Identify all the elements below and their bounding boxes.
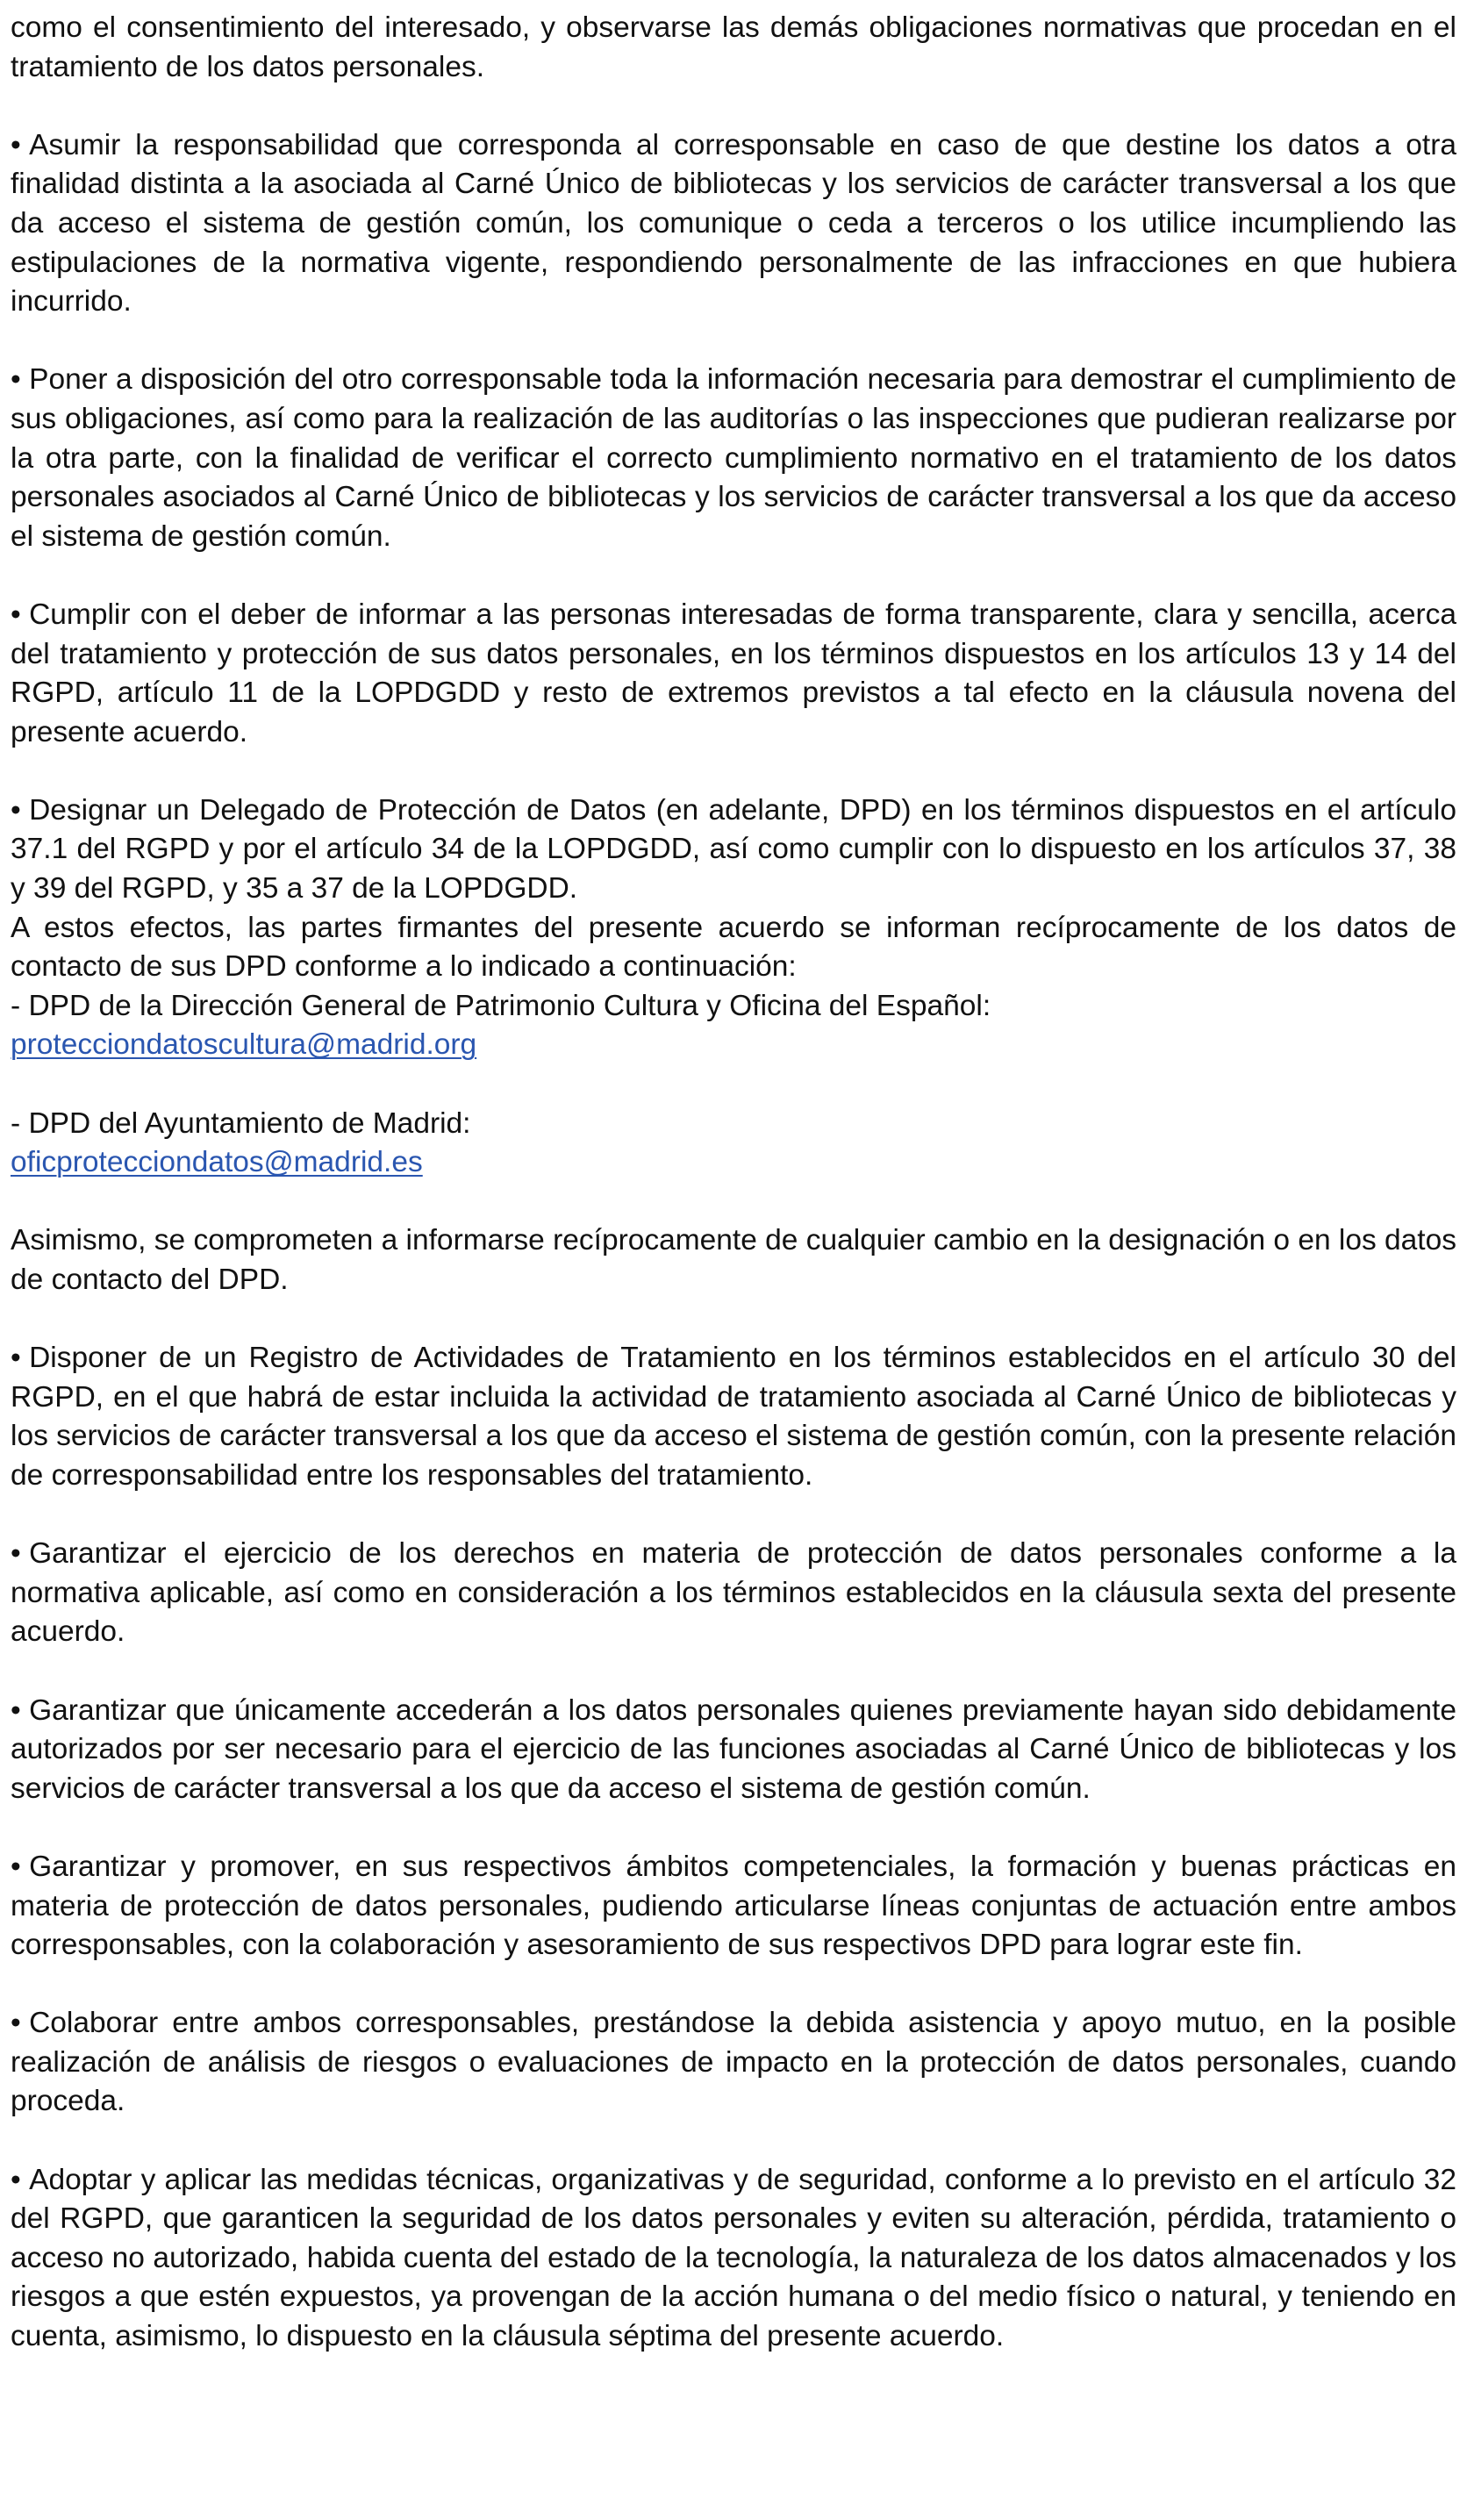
obligation-bullet-5 — [11, 1339, 1456, 1495]
bullet-icon: • — [11, 2007, 21, 2040]
bullet-icon: • — [11, 1342, 21, 1375]
bullet-icon: • — [11, 1850, 21, 1883]
dpd-cultura-label: - DPD de la Dirección General de Patrimonio Cultura y Oficina del Español: — [11, 989, 991, 1022]
bullet-icon: • — [11, 363, 21, 397]
obligation-text: Poner a disposición del otro corresponsable toda la información necesaria para demostrar el cumplimiento de sus obligaciones, así como para la realización de las auditorías o las inspecciones que pudieran realizarse por la otra parte, con la finalidad de verificar el correcto cumplimiento normativo en el tratamiento de los datos personales asociados al Carné Único de bibliotecas y los servicios de carácter transversal a los que da acceso el sistema de gestión común. — [11, 363, 1456, 553]
obligation-text: Colaborar entre ambos corresponsables, prestándose la debida asistencia y apoyo mutuo, en la posible realización de análisis de riesgos o evaluaciones de impacto en la protección de datos personales, cuando proceda. — [11, 2007, 1456, 2118]
obligation-bullet-10 — [11, 2161, 1456, 2357]
bullet-icon: • — [11, 2163, 21, 2196]
obligation-bullet-1 — [11, 126, 1456, 322]
obligation-text: Asumir la responsabilidad que corresponda al corresponsable en caso de que destine los datos a otra finalidad distinta a la asociada al Carné Único de bibliotecas y los servicios de carácter transversal a los que da acceso el sistema de gestión común, los comunique o ceda a terceros o los utilice incumpliendo las estipulaciones de la normativa vigente, respondiendo personalmente de las infracciones en que hubiera incurrido. — [11, 128, 1456, 319]
obligation-bullet-9 — [11, 2004, 1456, 2122]
dpd-ayuntamiento-email-link[interactable]: oficprotecciondatos@madrid.es — [11, 1146, 423, 1179]
obligation-text: Disponer de un Registro de Actividades de Tratamiento en los términos establecidos en el artículo 30 del RGPD, en el que habrá de estar incluida la actividad de tratamiento asociada al Carné Único de bibliotecas y los servicios de carácter transversal a los que da acceso el sistema de gestión común, con la presente relación de corresponsabilidad entre los responsables del tratamiento. — [11, 1342, 1456, 1492]
obligation-bullet-6 — [11, 1535, 1456, 1652]
bullet-icon: • — [11, 598, 21, 631]
obligation-text: Adoptar y aplicar las medidas técnicas, organizativas y de seguridad, conforme a lo previsto en el artículo 32 del RGPD, que garanticen la seguridad de los datos personales y eviten su alteración, pérdida, tratamiento o acceso no autorizado, habida cuenta del estado de la tecnología, la naturaleza de los datos almacenados y los riesgos a que estén expuestos, ya provengan de la acción humana o del medio físico o natural, y teniendo en cuenta, asimismo, lo dispuesto en la cláusula séptima del presente acuerdo. — [11, 2163, 1456, 2353]
bullet-icon: • — [11, 128, 21, 161]
dpd-cultura-email-link[interactable]: protecciondatoscultura@madrid.org — [11, 1028, 477, 1062]
dpd-closing-paragraph: Asimismo, se comprometen a informarse recíprocamente de cualquier cambio en la designación o en los datos de contacto del DPD. — [11, 1224, 1456, 1296]
obligation-bullet-2 — [11, 361, 1456, 556]
obligation-bullet-3 — [11, 596, 1456, 752]
dpd-ayuntamiento-label: - DPD del Ayuntamiento de Madrid: — [11, 1106, 471, 1140]
obligation-bullet-7 — [11, 1692, 1456, 1809]
obligation-text: Garantizar que únicamente accederán a los datos personales quienes previamente hayan sido debidamente autorizados por ser necesario para el ejercicio de las funciones asociadas al Carné Único de bibliotecas y los servicios de carácter transversal a los que da acceso el sistema de gestión común. — [11, 1693, 1456, 1805]
dpd-cultura-email-line — [11, 1026, 1456, 1065]
bullet-icon: • — [11, 793, 21, 827]
obligation-text: Cumplir con el deber de informar a las personas interesadas de forma transparente, clara y sencilla, acerca del tratamiento y protección de sus datos personales, en los términos dispuestos en los artículos 13 y 14 del RGPD, artículo 11 de la LOPDGDD y resto de extremos previstos a tal efecto en la cláusula novena del presente acuerdo. — [11, 598, 1456, 748]
obligation-text: Designar un Delegado de Protección de Datos (en adelante, DPD) en los términos dispuestos en el artículo 37.1 del RGPD y por el artículo 34 de la LOPDGDD, así como cumplir con lo dispuesto en los artículos 37, 38 y 39 del RGPD, y 35 a 37 de la LOPDGDD. — [11, 793, 1456, 906]
dpd-intro-paragraph: A estos efectos, las partes firmantes del presente acuerdo se informan recíprocamente de los datos de contacto de sus DPD conforme a lo indicado a continuación: — [11, 911, 1456, 984]
bullet-icon: • — [11, 1693, 21, 1727]
intro-paragraph: como el consentimiento del interesado, y observarse las demás obligaciones normativas que procedan en el tratamiento de los datos personales. — [11, 11, 1456, 83]
bullet-icon: • — [11, 1537, 21, 1571]
document-page — [11, 9, 1456, 2357]
obligation-text: Garantizar el ejercicio de los derechos en materia de protección de datos personales conforme a la normativa aplicable, así como en consideración a los términos establecidos en la cláusula sexta del presente acuerdo. — [11, 1537, 1456, 1649]
dpd-ayuntamiento-email-line — [11, 1143, 1456, 1183]
obligation-bullet-4 — [11, 791, 1456, 909]
obligation-text: Garantizar y promover, en sus respectivos ámbitos competenciales, la formación y buenas prácticas en materia de protección de datos personales, pudiendo articularse líneas conjuntas de actuación entre ambos corresponsables, con la colaboración y asesoramiento de sus respectivos DPD para lograr este fin. — [11, 1850, 1456, 1962]
obligation-bullet-8 — [11, 1848, 1456, 1965]
